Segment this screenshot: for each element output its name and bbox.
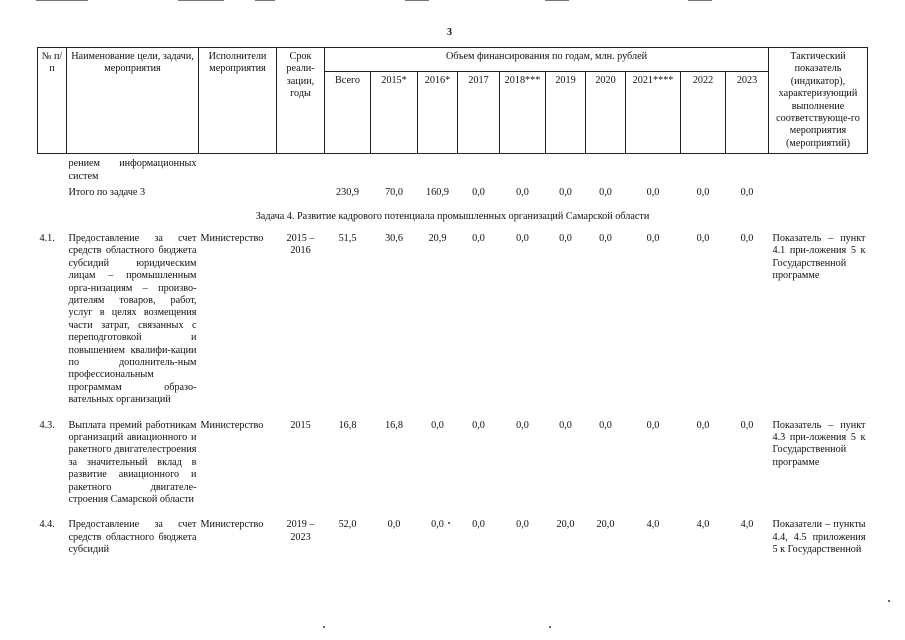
row-term: 2015 (290, 419, 311, 431)
task-heading-row (38, 205, 868, 229)
top-edge-marks (0, 0, 905, 3)
row-executor: Министерство (200, 519, 264, 531)
row-name: Предоставление за счет средств областного бюджета субсидий (68, 519, 197, 556)
total-value: 160,9 (426, 187, 449, 199)
header-indicator: Тактический показатель (индикатор), характеризующий выполнение соответствующе-го мероприятия (мероприятий) (769, 48, 868, 154)
row-num: 4.4. (39, 519, 55, 531)
row-executor: Министерство (200, 419, 264, 431)
row-term: 2019 – 2023 (286, 519, 315, 543)
scan-speck (323, 626, 325, 628)
header-num: № п/п (38, 48, 67, 154)
header-total: Всего (325, 72, 371, 154)
page-number: 3 (447, 27, 452, 38)
table-row (38, 417, 868, 517)
total-value: 230,9 (336, 187, 359, 199)
total-value: 70,0 (385, 187, 403, 199)
row-value: 0,0 (740, 419, 754, 431)
row-value: 0,0 (599, 419, 612, 431)
funding-table (37, 47, 868, 567)
row-value: 0,0 (472, 419, 485, 431)
total-value: 0,0 (599, 187, 612, 199)
scan-speck (448, 522, 450, 524)
total-value: 0,0 (740, 187, 754, 199)
header-year: 2023 (726, 72, 769, 154)
row-name: Выплата премий работникам организаций авиационного и ракетного двигателестроения за значительный вклад в развитие авиационного и ракетного двигателе-строения Самарской области (68, 419, 197, 505)
row-value: 0,0 (740, 232, 754, 244)
row-indicator: Показатель – пункт 4.1 при-ложения 5 к Государственной программе (772, 232, 866, 282)
row-value: 0,0 (599, 232, 612, 244)
header-funding: Объем финансирования по годам, млн. рублей (325, 48, 769, 72)
header-row-top (38, 48, 868, 72)
header-year: 2020 (586, 72, 626, 154)
row-value: 0,0 (696, 232, 710, 244)
header-term: Срок реали-зации, годы (277, 48, 325, 154)
row-value: 0,0 (646, 232, 660, 244)
row-value: 4,0 (740, 519, 754, 531)
row-value: 16,8 (385, 419, 403, 431)
row-value: 0,0 (431, 519, 444, 531)
row-value: 30,6 (385, 232, 403, 244)
total-value: 0,0 (696, 187, 710, 199)
row-num: 4.1. (39, 232, 55, 244)
row-value: 0,0 (472, 519, 485, 531)
header-name: Наименование цели, задачи, мероприятия (67, 48, 199, 154)
row-value: 0,0 (516, 419, 529, 431)
header-year: 2022 (681, 72, 726, 154)
row-value: 16,8 (338, 419, 357, 431)
row-indicator: Показатели – пункты 4.4, 4.5 приложения 5 к Государственной (772, 519, 866, 556)
row-value: 0,0 (431, 419, 444, 431)
header-year: 2016* (418, 72, 458, 154)
total-value: 0,0 (559, 187, 572, 199)
row-value: 0,0 (559, 232, 572, 244)
row-value: 0,0 (516, 232, 529, 244)
row-executor: Министерство (200, 232, 264, 244)
header-year: 2018*** (500, 72, 546, 154)
row-name: Предоставление за счет средств областного бюджета субсидий юридическим лицам – промышленным орга-низациям – произво-дителям товаров, работ, услуг в целях возмещения части затрат, связанных с переподготовкой и повышением квалифи-кации по дополнитель-ным профессиональным программам образо-вательных организаций (68, 232, 197, 406)
row-indicator: Показатель – пункт 4.3 при-ложения 5 к Государственной программе (772, 419, 866, 468)
header-year: 2015* (371, 72, 418, 154)
row-value: 4,0 (696, 519, 710, 531)
total-value: 0,0 (646, 187, 660, 199)
table-row (38, 230, 868, 417)
total-row (38, 183, 868, 205)
row-value: 0,0 (696, 419, 710, 431)
row-value: 0,0 (472, 232, 485, 244)
header-year: 2019 (546, 72, 586, 154)
row-num: 4.3. (39, 419, 55, 431)
row-value: 4,0 (646, 519, 660, 531)
task-title: Задача 4. Развитие кадрового потенциала промышленных организаций Самарской области (255, 211, 650, 223)
row-value: 20,0 (556, 519, 575, 531)
total-value: 0,0 (516, 187, 529, 199)
scan-speck (888, 600, 890, 602)
row-value: 0,0 (387, 519, 401, 531)
row-value: 0,0 (559, 419, 572, 431)
row-value: 51,5 (338, 232, 357, 244)
row-value: 20,9 (428, 232, 447, 244)
total-value: 0,0 (472, 187, 485, 199)
header-year: 2021**** (626, 72, 681, 154)
header-executors: Исполнители мероприятия (199, 48, 277, 154)
row-value: 0,0 (516, 519, 529, 531)
total-label: Итого по задаче 3 (68, 187, 146, 199)
row-term: 2015 – 2016 (286, 232, 315, 257)
row-value: 0,0 (646, 419, 660, 431)
row-value: 20,0 (596, 519, 615, 531)
table-row (38, 516, 868, 566)
header-year: 2017 (458, 72, 500, 154)
continuation-row (38, 154, 868, 183)
continuation-text: рением информационных систем (68, 158, 197, 182)
scan-speck (549, 626, 551, 628)
row-value: 52,0 (338, 519, 357, 531)
